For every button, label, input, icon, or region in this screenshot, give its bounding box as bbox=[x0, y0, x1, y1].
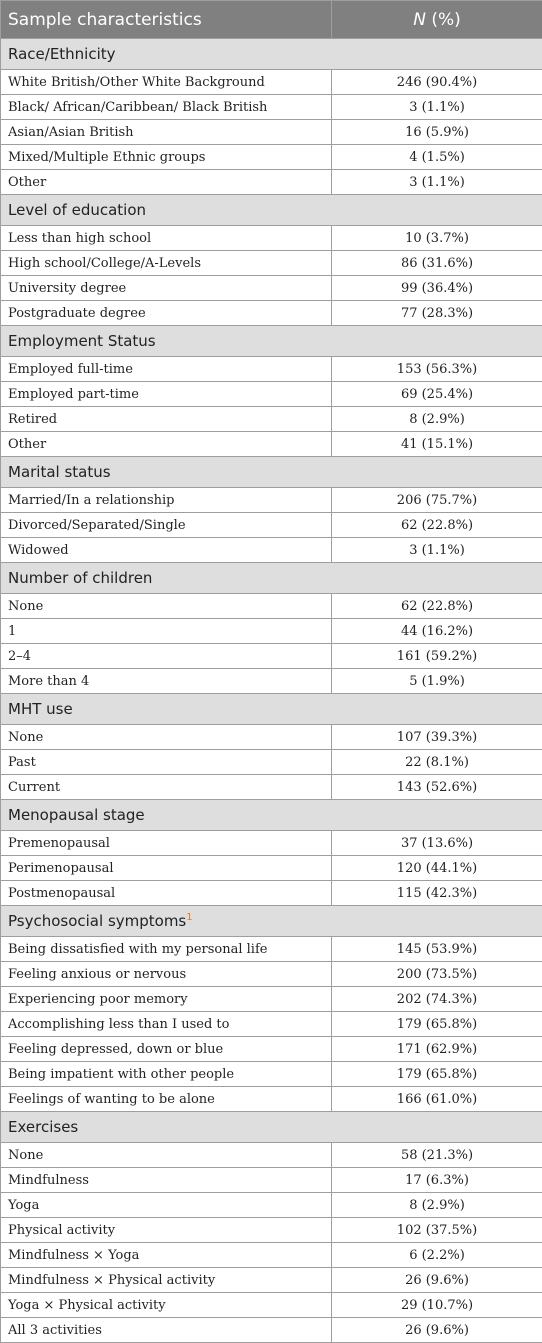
row-value: 202 (74.3%) bbox=[332, 987, 542, 1012]
section-header-row bbox=[1, 457, 542, 488]
section-title-cell bbox=[1, 39, 542, 70]
section-title-cell bbox=[1, 326, 542, 357]
row-label: Widowed bbox=[1, 538, 332, 563]
row-label: Current bbox=[1, 775, 332, 800]
row-label: Feeling anxious or nervous bbox=[1, 962, 332, 987]
row-value: 6 (2.2%) bbox=[332, 1243, 542, 1268]
row-label: Mixed/Multiple Ethnic groups bbox=[1, 145, 332, 170]
section-title-cell bbox=[1, 1112, 542, 1143]
table-row bbox=[1, 432, 542, 457]
table-row bbox=[1, 750, 542, 775]
table-row bbox=[1, 1268, 542, 1293]
table-row bbox=[1, 594, 542, 619]
row-value: 44 (16.2%) bbox=[332, 619, 542, 644]
row-value: 37 (13.6%) bbox=[332, 831, 542, 856]
row-label: Premenopausal bbox=[1, 831, 332, 856]
section-title: Number of children bbox=[8, 569, 152, 587]
section-header-row bbox=[1, 1112, 542, 1143]
table-row bbox=[1, 669, 542, 694]
row-label: Mindfulness × Physical activity bbox=[1, 1268, 332, 1293]
row-value: 4 (1.5%) bbox=[332, 145, 542, 170]
header-percent: (%) bbox=[426, 10, 461, 30]
row-value: 8 (2.9%) bbox=[332, 1193, 542, 1218]
table-row bbox=[1, 1318, 542, 1343]
section-title: Marital status bbox=[8, 463, 111, 481]
table-row bbox=[1, 1143, 542, 1168]
table-row bbox=[1, 251, 542, 276]
row-label: Postgraduate degree bbox=[1, 301, 332, 326]
section-title-cell bbox=[1, 694, 542, 725]
table-row bbox=[1, 987, 542, 1012]
row-label: All 3 activities bbox=[1, 1318, 332, 1343]
table-row bbox=[1, 538, 542, 563]
table-row bbox=[1, 1012, 542, 1037]
row-label: Postmenopausal bbox=[1, 881, 332, 906]
row-label: Married/In a relationship bbox=[1, 488, 332, 513]
row-value: 171 (62.9%) bbox=[332, 1037, 542, 1062]
section-header-row bbox=[1, 906, 542, 937]
table-row bbox=[1, 407, 542, 432]
table-row bbox=[1, 1168, 542, 1193]
row-label: 2–4 bbox=[1, 644, 332, 669]
table-row bbox=[1, 120, 542, 145]
row-label: Feelings of wanting to be alone bbox=[1, 1087, 332, 1112]
table-row bbox=[1, 1193, 542, 1218]
table-row bbox=[1, 775, 542, 800]
row-value: 246 (90.4%) bbox=[332, 70, 542, 95]
row-label: Experiencing poor memory bbox=[1, 987, 332, 1012]
row-value: 69 (25.4%) bbox=[332, 382, 542, 407]
table-row bbox=[1, 644, 542, 669]
row-value: 22 (8.1%) bbox=[332, 750, 542, 775]
section-title-cell bbox=[1, 563, 542, 594]
row-label: University degree bbox=[1, 276, 332, 301]
row-label: 1 bbox=[1, 619, 332, 644]
section-title: Exercises bbox=[8, 1118, 78, 1136]
row-label: Accomplishing less than I used to bbox=[1, 1012, 332, 1037]
row-value: 77 (28.3%) bbox=[332, 301, 542, 326]
section-title: Psychosocial symptoms bbox=[8, 912, 186, 930]
section-title: Menopausal stage bbox=[8, 806, 145, 824]
row-label: Divorced/Separated/Single bbox=[1, 513, 332, 538]
row-label: Physical activity bbox=[1, 1218, 332, 1243]
table-header-row bbox=[1, 1, 542, 39]
table-row bbox=[1, 301, 542, 326]
row-value: 143 (52.6%) bbox=[332, 775, 542, 800]
section-title-cell bbox=[1, 906, 542, 937]
row-label: Perimenopausal bbox=[1, 856, 332, 881]
row-label: Yoga bbox=[1, 1193, 332, 1218]
row-label: Employed full-time bbox=[1, 357, 332, 382]
header-sample-characteristics: Sample characteristics bbox=[1, 1, 332, 39]
row-value: 179 (65.8%) bbox=[332, 1012, 542, 1037]
table-row bbox=[1, 1062, 542, 1087]
row-value: 10 (3.7%) bbox=[332, 226, 542, 251]
row-label: Feeling depressed, down or blue bbox=[1, 1037, 332, 1062]
section-title-cell bbox=[1, 800, 542, 831]
table-row bbox=[1, 1293, 542, 1318]
section-header-row bbox=[1, 39, 542, 70]
section-title: Level of education bbox=[8, 201, 146, 219]
row-value: 161 (59.2%) bbox=[332, 644, 542, 669]
row-value: 26 (9.6%) bbox=[332, 1268, 542, 1293]
table-row bbox=[1, 725, 542, 750]
row-label: Yoga × Physical activity bbox=[1, 1293, 332, 1318]
table-row bbox=[1, 382, 542, 407]
row-label: None bbox=[1, 594, 332, 619]
row-label: Other bbox=[1, 170, 332, 195]
row-label: Asian/Asian British bbox=[1, 120, 332, 145]
table-body bbox=[1, 39, 542, 1343]
header-n-italic: N bbox=[413, 10, 426, 30]
table-row bbox=[1, 831, 542, 856]
row-value: 107 (39.3%) bbox=[332, 725, 542, 750]
table-row bbox=[1, 881, 542, 906]
row-value: 29 (10.7%) bbox=[332, 1293, 542, 1318]
row-value: 5 (1.9%) bbox=[332, 669, 542, 694]
row-label: Employed part-time bbox=[1, 382, 332, 407]
row-value: 145 (53.9%) bbox=[332, 937, 542, 962]
table-row bbox=[1, 145, 542, 170]
row-value: 120 (44.1%) bbox=[332, 856, 542, 881]
row-value: 3 (1.1%) bbox=[332, 170, 542, 195]
row-label: Black/ African/Caribbean/ Black British bbox=[1, 95, 332, 120]
table-row bbox=[1, 1087, 542, 1112]
header-n-percent bbox=[332, 1, 542, 39]
table-row bbox=[1, 357, 542, 382]
section-header-row bbox=[1, 800, 542, 831]
row-label: None bbox=[1, 725, 332, 750]
section-header-row bbox=[1, 326, 542, 357]
row-value: 153 (56.3%) bbox=[332, 357, 542, 382]
row-value: 17 (6.3%) bbox=[332, 1168, 542, 1193]
section-header-row bbox=[1, 694, 542, 725]
row-value: 62 (22.8%) bbox=[332, 594, 542, 619]
table-row bbox=[1, 488, 542, 513]
section-title: Employment Status bbox=[8, 332, 156, 350]
section-header-row bbox=[1, 563, 542, 594]
row-value: 102 (37.5%) bbox=[332, 1218, 542, 1243]
row-value: 58 (21.3%) bbox=[332, 1143, 542, 1168]
row-value: 16 (5.9%) bbox=[332, 120, 542, 145]
section-header-row bbox=[1, 195, 542, 226]
row-value: 26 (9.6%) bbox=[332, 1318, 542, 1343]
row-label: High school/College/A-Levels bbox=[1, 251, 332, 276]
table-row bbox=[1, 1218, 542, 1243]
row-value: 206 (75.7%) bbox=[332, 488, 542, 513]
table-row bbox=[1, 276, 542, 301]
table-row bbox=[1, 856, 542, 881]
table-row bbox=[1, 937, 542, 962]
section-title: Race/Ethnicity bbox=[8, 45, 116, 63]
table-row bbox=[1, 513, 542, 538]
table-row bbox=[1, 962, 542, 987]
row-value: 86 (31.6%) bbox=[332, 251, 542, 276]
table-row bbox=[1, 619, 542, 644]
row-value: 166 (61.0%) bbox=[332, 1087, 542, 1112]
table-row bbox=[1, 1243, 542, 1268]
row-label: Other bbox=[1, 432, 332, 457]
row-label: None bbox=[1, 1143, 332, 1168]
footnote-marker[interactable]: 1 bbox=[186, 912, 192, 923]
row-value: 3 (1.1%) bbox=[332, 538, 542, 563]
table-row bbox=[1, 95, 542, 120]
table-row bbox=[1, 226, 542, 251]
section-title: MHT use bbox=[8, 700, 73, 718]
row-value: 8 (2.9%) bbox=[332, 407, 542, 432]
row-value: 99 (36.4%) bbox=[332, 276, 542, 301]
row-value: 41 (15.1%) bbox=[332, 432, 542, 457]
table-row bbox=[1, 170, 542, 195]
row-value: 62 (22.8%) bbox=[332, 513, 542, 538]
row-label: More than 4 bbox=[1, 669, 332, 694]
row-value: 179 (65.8%) bbox=[332, 1062, 542, 1087]
row-value: 3 (1.1%) bbox=[332, 95, 542, 120]
row-label: Retired bbox=[1, 407, 332, 432]
row-label: Being impatient with other people bbox=[1, 1062, 332, 1087]
row-value: 115 (42.3%) bbox=[332, 881, 542, 906]
row-value: 200 (73.5%) bbox=[332, 962, 542, 987]
row-label: Past bbox=[1, 750, 332, 775]
row-label: Mindfulness bbox=[1, 1168, 332, 1193]
section-title-cell bbox=[1, 457, 542, 488]
row-label: Less than high school bbox=[1, 226, 332, 251]
row-label: Being dissatisfied with my personal life bbox=[1, 937, 332, 962]
table-row bbox=[1, 1037, 542, 1062]
table-row bbox=[1, 70, 542, 95]
section-title-cell bbox=[1, 195, 542, 226]
row-label: White British/Other White Background bbox=[1, 70, 332, 95]
row-label: Mindfulness × Yoga bbox=[1, 1243, 332, 1268]
